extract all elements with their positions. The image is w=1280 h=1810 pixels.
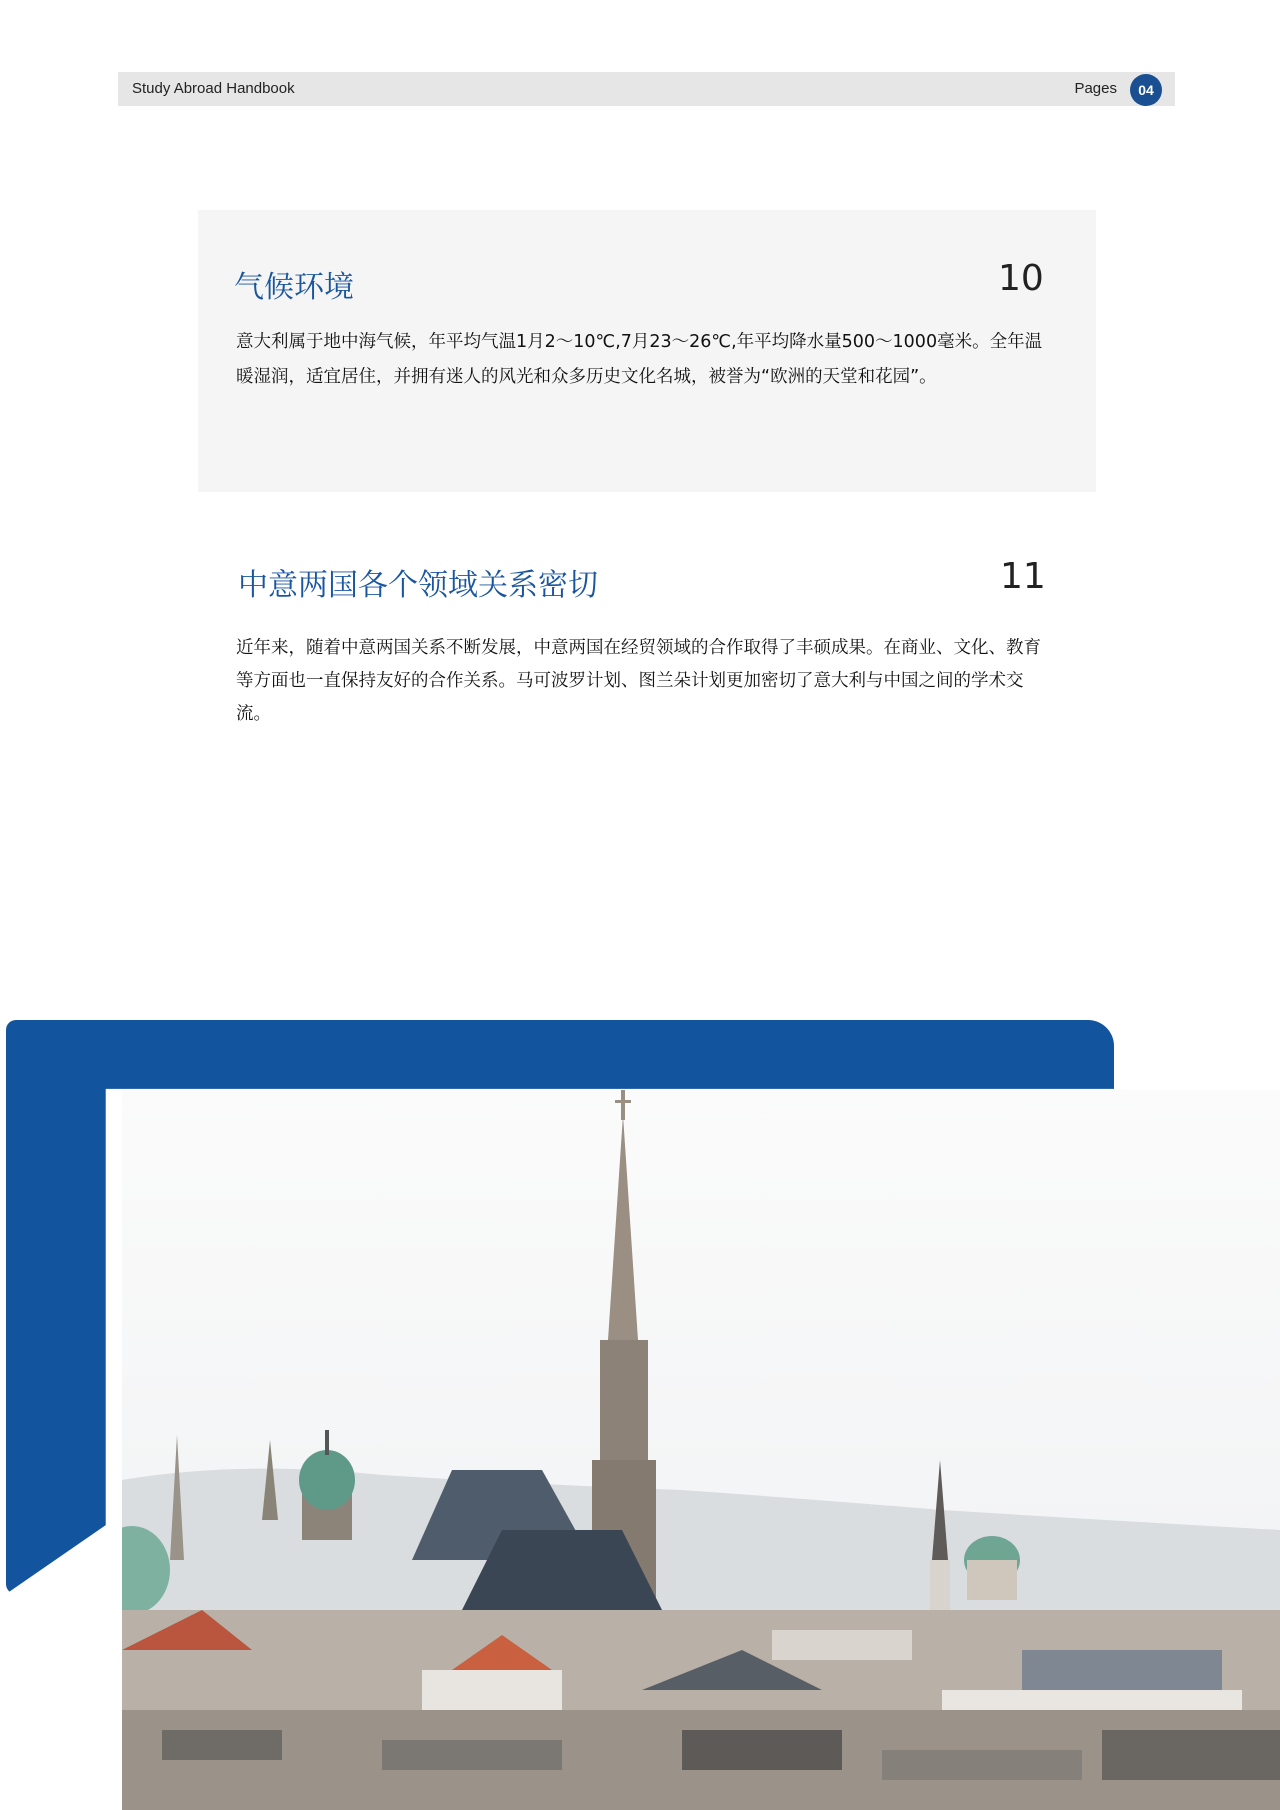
- pages-label: Pages: [1074, 80, 1117, 97]
- page-number-badge: 04: [1130, 74, 1162, 106]
- climate-section-number: 10: [998, 258, 1044, 299]
- relations-section-number: 11: [1000, 556, 1046, 597]
- climate-section-title: 气候环境: [234, 270, 354, 305]
- relations-section-title: 中意两国各个领域关系密切: [238, 568, 598, 603]
- handbook-title: Study Abroad Handbook: [132, 80, 295, 97]
- climate-section-body: 意大利属于地中海气候，年平均气温1月2～10℃,7月23～26℃,年平均降水量500～1000毫米。全年温暖湿润，适宜居住，并拥有迷人的风光和众多历史文化名城，被誉为“欧洲的天堂和花园”。: [236, 332, 1043, 387]
- city-skyline-photo: [122, 1090, 1280, 1810]
- relations-section-body: 近年来，随着中意两国关系不断发展，中意两国在经贸领域的合作取得了丰硕成果。在商业、文化、教育等方面也一直保持友好的合作关系。马可波罗计划、图兰朵计划更加密切了意大利与中国之间的学术交流。: [236, 638, 1041, 724]
- page-header: [118, 72, 1175, 106]
- skyline-illustration: [122, 1090, 1280, 1810]
